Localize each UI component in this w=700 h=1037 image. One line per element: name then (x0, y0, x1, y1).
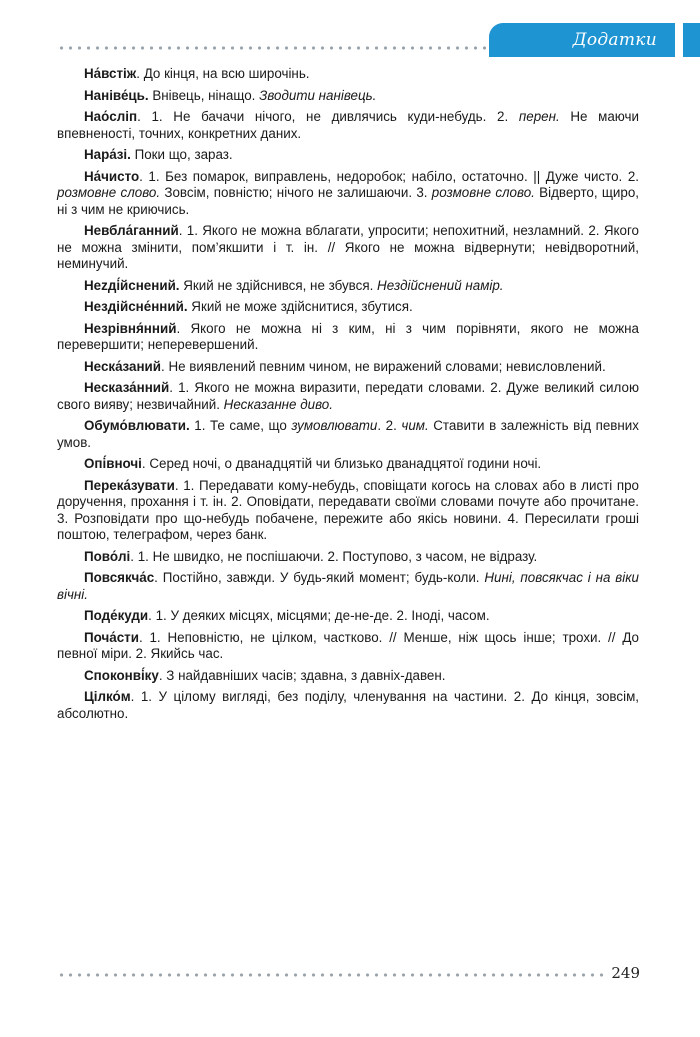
glossary-entry (57, 418, 639, 451)
glossary-entry (57, 109, 639, 142)
entry-example: перен. (518, 109, 560, 124)
entry-headword: Перека́зувати (84, 477, 175, 493)
entry-definition: Поки що, зараз. (130, 147, 233, 162)
glossary-entry (57, 169, 639, 219)
entry-example: розмовне слово. (57, 185, 161, 200)
entry-headword: Нezді́йснений. (84, 277, 180, 293)
glossary-entry (57, 478, 639, 544)
entry-definition: . 1. Якого не можна вблагати, упросити; непохитний, незламний. 2. Якого не можна змінити, пом’якшити і т. ін. // Якого не можна відвернути; невідворотний, неминучий. (57, 223, 639, 271)
entry-definition: 1. Те саме, що (189, 418, 292, 433)
entry-definition: Відверто, щиро, ні з чим не криючись. (57, 185, 639, 217)
entry-definition: Зовсім, повністю; нічого не залишаючи. 3. (160, 185, 432, 200)
entry-example: зумовлювати (291, 418, 378, 433)
entry-definition: . 1. Не швидко, не поспішаючи. 2. Поступово, з часом, не відразу. (130, 548, 538, 564)
entry-definition: Який не здійснився, не збувся. (179, 277, 378, 293)
glossary-entry (57, 299, 639, 316)
entry-headword: Невбла́ганний (84, 223, 179, 238)
glossary-entry (57, 88, 639, 105)
entry-headword: На́чисто (84, 168, 140, 184)
entry-headword: Повсякча́с (84, 570, 155, 585)
glossary-entry (57, 66, 639, 83)
glossary-entry (57, 570, 639, 603)
entry-definition: . Якого не можна ні з ким, ні з чим порівняти, якого не можна перевершити; неперевершений. (57, 320, 639, 352)
glossary-entry (57, 689, 639, 722)
glossary-list (57, 66, 639, 727)
glossary-entry (57, 380, 639, 413)
page-number: 249 (611, 964, 640, 982)
entry-headword: Споконві́ку (84, 667, 159, 683)
entry-example: розмовне слово. (431, 185, 535, 200)
entry-headword: Нездійсне́нний. (84, 299, 188, 314)
glossary-entry (57, 321, 639, 354)
header-dotted-rule (57, 46, 539, 50)
entry-definition: . 1. Неповністю, не цілком, частково. // Менше, ніж щось інше; трохи. // До певної міри. 2. Якийсь час. (57, 629, 639, 661)
entry-definition: . 2. (377, 418, 402, 433)
entry-definition: . Не виявлений певним чином, не виражений словами; невисловлений. (161, 358, 606, 374)
entry-definition: Ставити в залежність від певних умов. (57, 418, 639, 450)
section-tab-edge (683, 23, 700, 57)
glossary-entry (57, 223, 639, 273)
entry-headword: Нара́зі. (84, 147, 131, 162)
entry-definition: . 1. Якого не можна виразити, передати словами. 2. Дуже великий силою свого вияву; незвичайний. (57, 380, 639, 412)
entry-definition: . Постійно, завжди. У будь-який момент; будь-коли. (154, 570, 485, 585)
entry-definition: . Серед ночі, о дванадцятій чи близько дванадцятої години ночі. (141, 456, 542, 471)
entry-example: Нині, повсякчас і на віки вічні. (57, 570, 639, 602)
entry-headword: Несказа́нний (84, 380, 170, 395)
entry-headword: Неска́заний (84, 358, 162, 374)
glossary-entry (57, 608, 639, 625)
entry-headword: Поде́куди (84, 608, 149, 623)
entry-definition: Не маючи впевненості, точних, конкретних даних. (57, 109, 639, 141)
footer-dotted-rule (57, 973, 604, 977)
entry-example: чим. (401, 418, 429, 433)
glossary-entry (57, 359, 639, 376)
entry-definition: Який не може здійснитися, збутися. (187, 299, 413, 314)
section-tab (489, 23, 675, 57)
glossary-entry (57, 278, 639, 295)
section-title: Додатки (572, 30, 657, 50)
entry-headword: Поча́сти (84, 629, 139, 645)
glossary-entry (57, 147, 639, 164)
entry-headword: Опі́вночі (84, 456, 142, 471)
entry-example: Зводити нанівець. (259, 87, 377, 103)
entry-definition: . З найдавніших часів; здавна, з давніх-давен. (158, 667, 446, 683)
glossary-entry (57, 456, 639, 473)
entry-headword: Цілко́м (84, 689, 131, 704)
entry-headword: Наніве́ць. (84, 87, 149, 103)
glossary-entry (57, 630, 639, 663)
entry-headword: На́встіж (84, 66, 137, 81)
glossary-entry (57, 549, 639, 566)
entry-definition: . 1. У цілому вигляді, без поділу, членування на частини. 2. До кінця, зовсім, абсолютно. (57, 689, 639, 721)
entry-headword: Незрівня́нний (84, 320, 177, 336)
entry-definition: . 1. У деяких місцях, місцями; де-не-де. 2. Іноді, часом. (148, 608, 490, 623)
entry-definition: . До кінця, на всю широчінь. (136, 66, 310, 81)
entry-headword: Пово́лі (84, 548, 131, 564)
entry-definition: Внівець, нінащо. (148, 87, 260, 103)
entry-headword: Нао́сліп (84, 109, 138, 124)
entry-example: Нездійснений намір. (377, 277, 504, 293)
glossary-entry (57, 668, 639, 685)
entry-headword: Обумо́влювати. (84, 418, 190, 433)
entry-example: Несказанне диво. (223, 396, 333, 412)
entry-definition: . 1. Без помарок, виправлень, недоробок; набіло, остаточно. || Дуже чисто. 2. (139, 168, 639, 184)
entry-definition: . 1. Не бачачи нічого, не дивлячись куди-небудь. 2. (137, 109, 519, 124)
entry-definition: . 1. Передавати кому-небудь, сповіщати когось на словах або в листі про доручення, прохання і т. ін. 2. Оповідати, передавати своїми словами почуте або прочитане. 3. Розповідати про що-небудь побачене, пережите або якісь новини. 4. Пересилати гроші поштою, телеграфом, через банк. (57, 477, 639, 542)
